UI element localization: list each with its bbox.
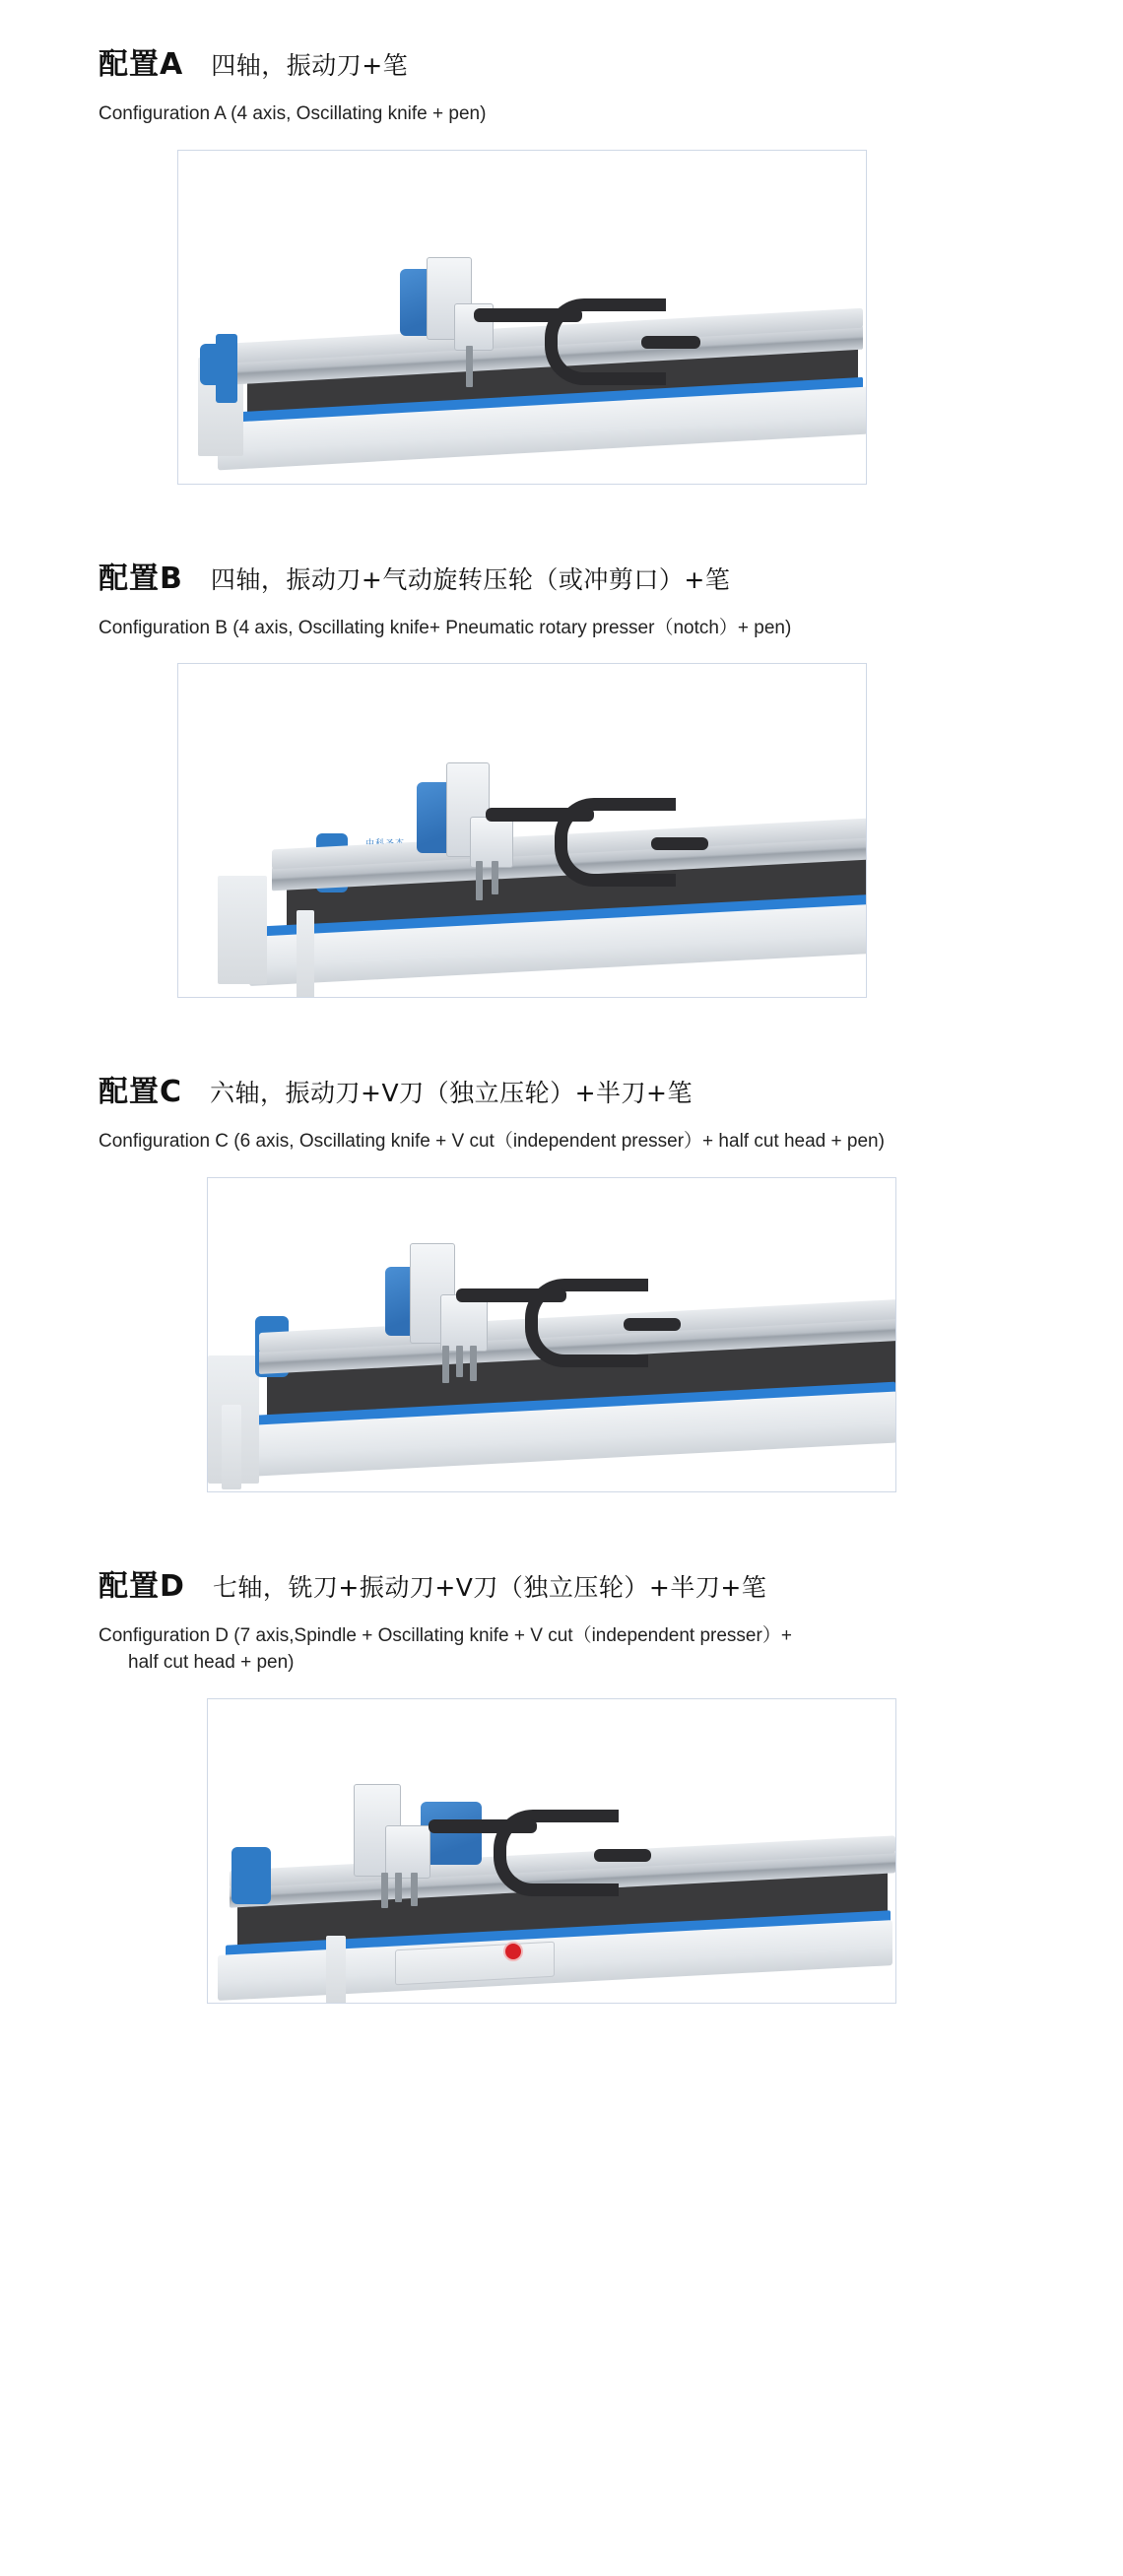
section-config-b xyxy=(0,554,1123,1009)
config-a-desc-cn: 四轴，振动刀+笔 xyxy=(211,51,409,80)
config-b-desc-en: Configuration B (4 axis, Oscillating knife+ Pneumatic rotary presser（notch）+ pen) xyxy=(99,617,792,638)
config-c-image xyxy=(207,1177,896,1492)
machine-illustration-c xyxy=(208,1178,895,1491)
config-a-image xyxy=(177,150,867,485)
section-config-c xyxy=(0,1067,1123,1502)
config-d-desc-en-line1: Configuration D (7 axis,Spindle + Oscillating knife + V cut（independent presser）+ xyxy=(99,1624,792,1646)
heading-config-d xyxy=(0,1561,1123,1605)
config-d-desc-en xyxy=(0,1622,1044,1677)
config-d-desc-cn: 七轴，铣刀+振动刀+V刀（独立压轮）+半刀+笔 xyxy=(212,1572,767,1602)
config-b-desc-cn: 四轴，振动刀+气动旋转压轮（或冲剪口）+笔 xyxy=(210,564,731,594)
machine-illustration-a xyxy=(178,151,866,484)
config-a-label-cn: 配置A xyxy=(99,47,184,82)
config-d-desc-en-line2: half cut head + pen) xyxy=(128,1652,295,1674)
config-c-label-cn: 配置C xyxy=(99,1075,183,1110)
config-d-label-cn: 配置D xyxy=(99,1568,185,1604)
config-b-image xyxy=(177,663,867,998)
config-c-desc-cn: 六轴，振动刀+V刀（独立压轮）+半刀+笔 xyxy=(210,1079,693,1108)
section-config-d xyxy=(0,1561,1123,2014)
heading-config-a xyxy=(0,39,1123,83)
heading-config-b xyxy=(0,554,1123,597)
config-c-desc-en: Configuration C (6 axis, Oscillating knife + V cut（independent presser）+ half cut head + pen) xyxy=(99,1131,885,1153)
emergency-stop-button[interactable] xyxy=(503,1942,523,1961)
machine-illustration-d xyxy=(208,1699,895,2003)
config-d-image xyxy=(207,1698,896,2004)
section-config-a xyxy=(0,39,1123,495)
config-a-desc-en: Configuration A (4 axis, Oscillating knife + pen) xyxy=(99,103,487,124)
config-b-label-cn: 配置B xyxy=(99,561,183,596)
machine-illustration-b xyxy=(178,664,866,997)
heading-config-c xyxy=(0,1067,1123,1110)
